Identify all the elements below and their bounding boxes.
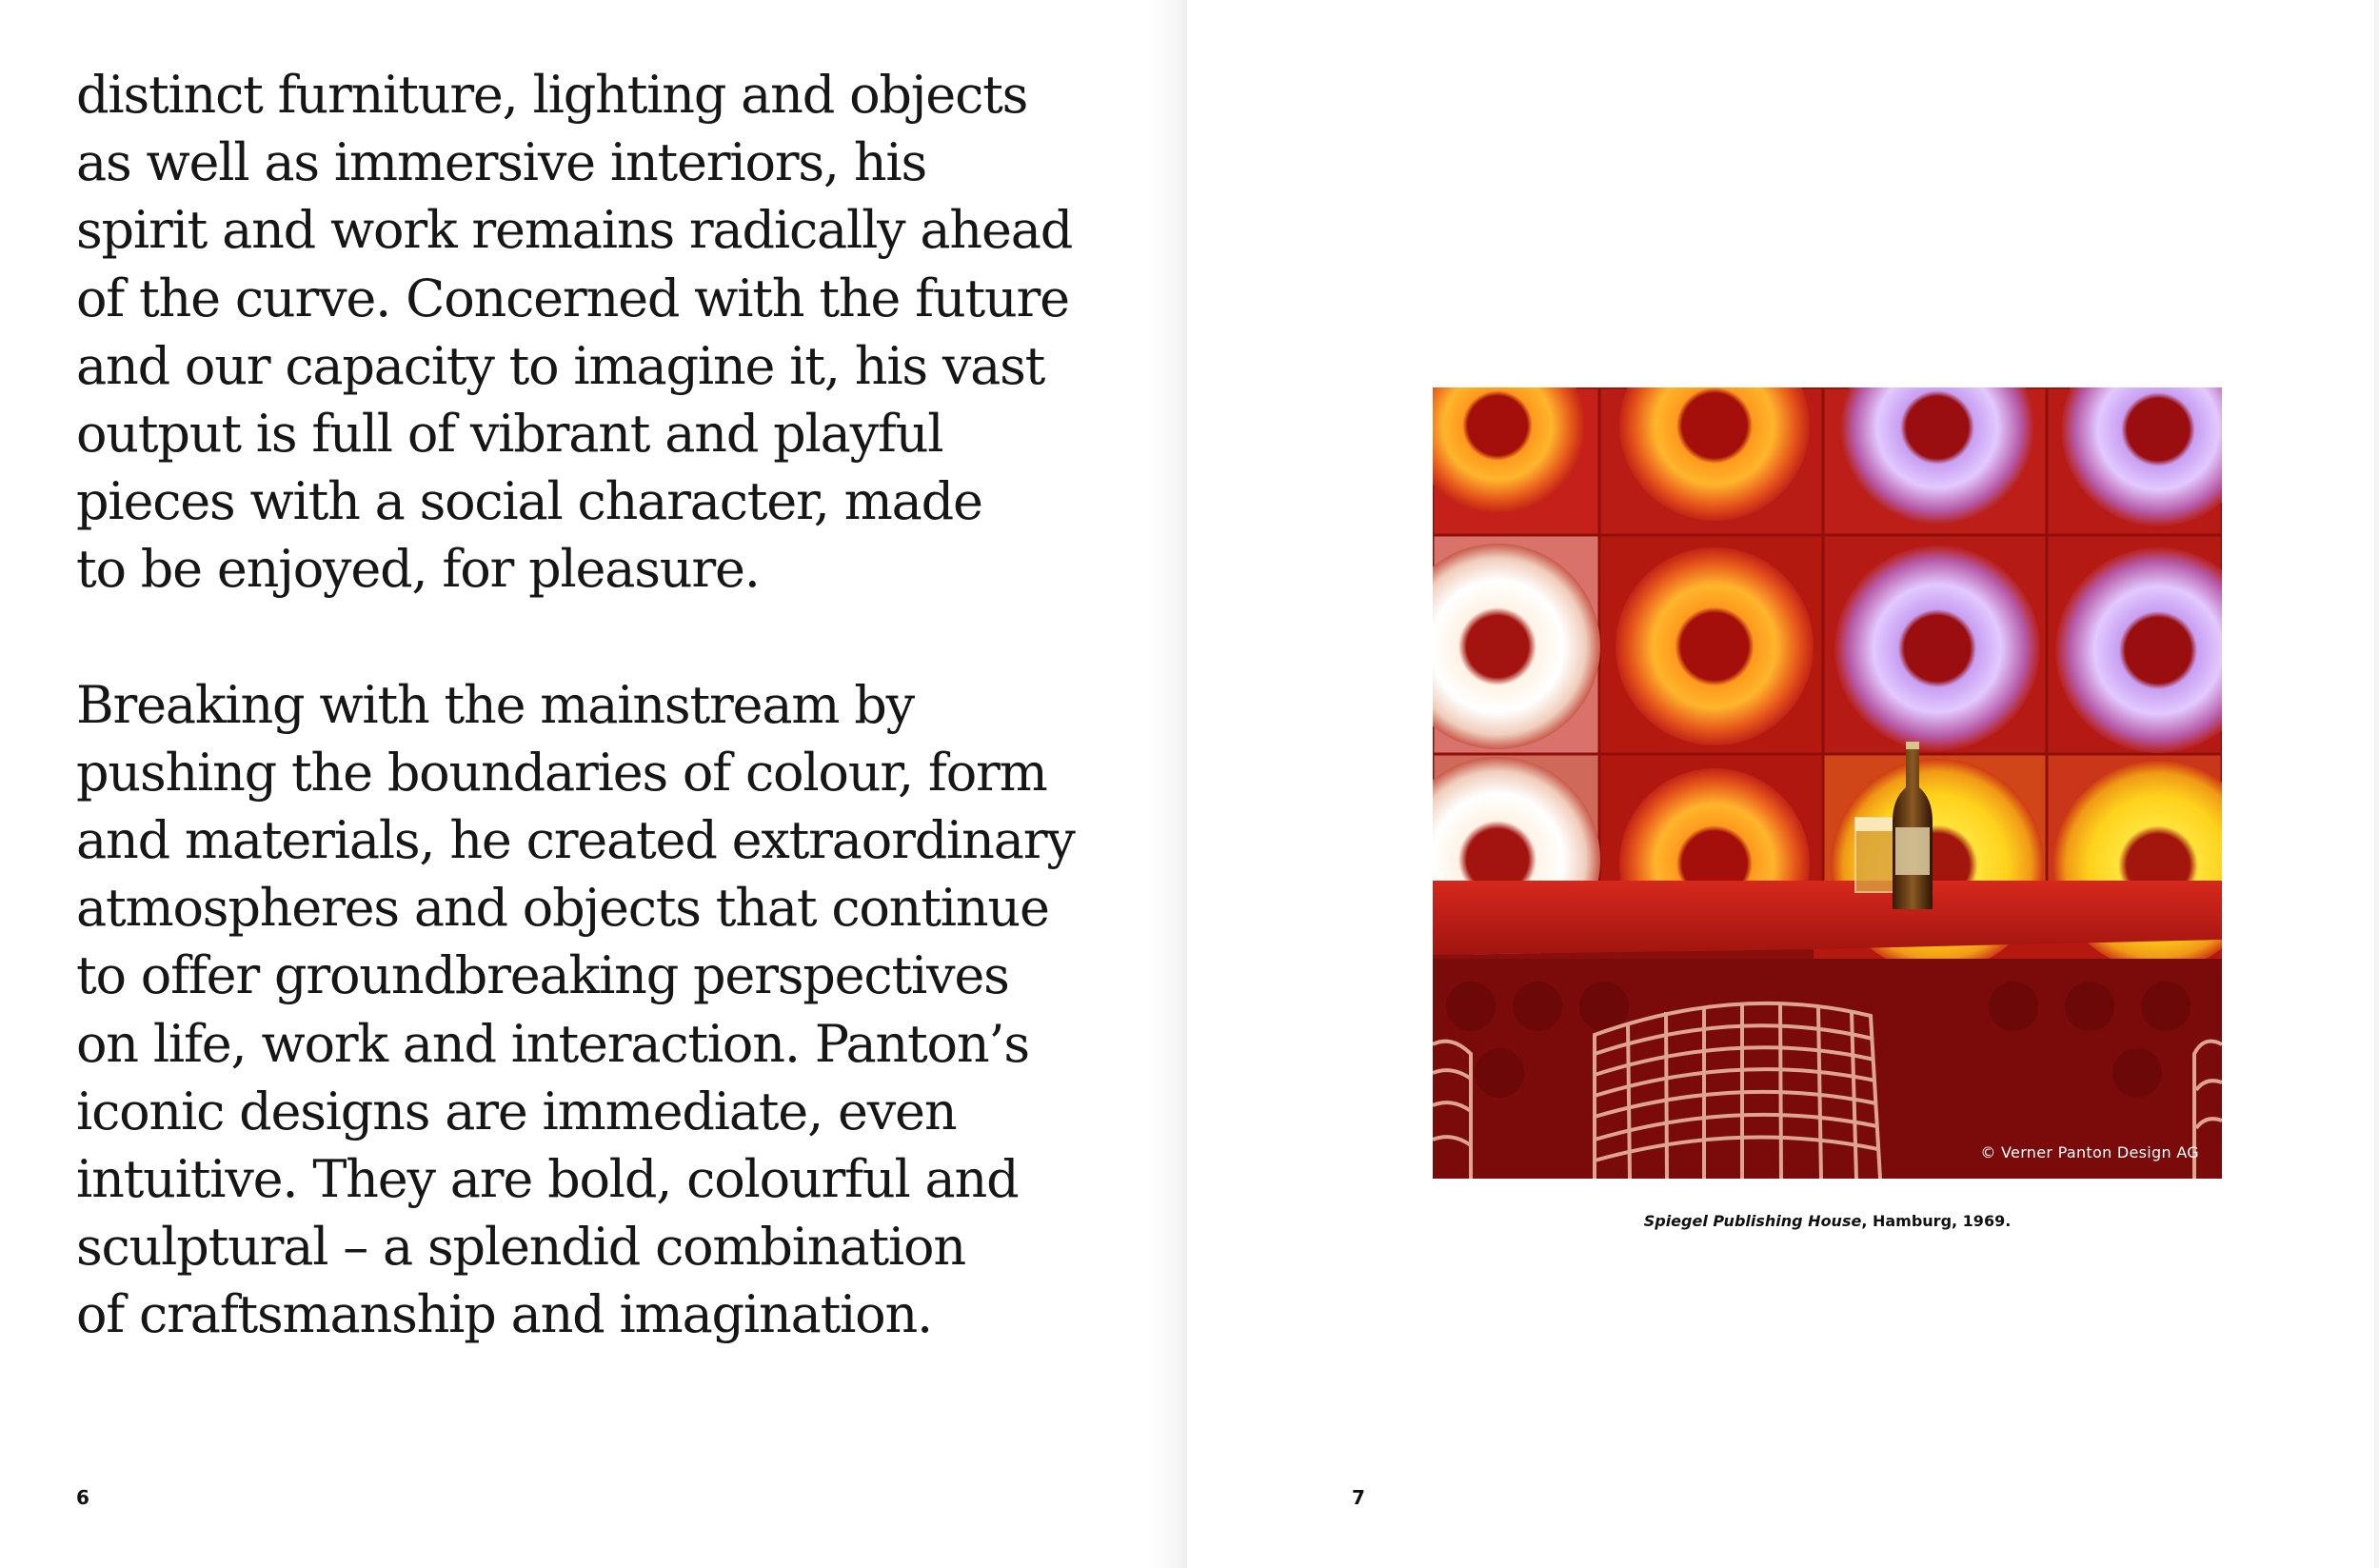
- right-page: [1187, 0, 2379, 1568]
- text-line: Breaking with the mainstream by: [76, 674, 914, 735]
- text-line: iconic designs are immediate, even: [76, 1081, 957, 1141]
- text-line: intuitive. They are bold, colourful and: [76, 1149, 1019, 1210]
- page-number-left: 6: [76, 1486, 89, 1509]
- text-line: spirit and work remains radically ahead: [76, 200, 1073, 261]
- gutter-shadow: [1147, 0, 1187, 1568]
- text-line: of the curve. Concerned with the future: [76, 268, 1069, 328]
- text-line: sculptural – a splendid combination: [76, 1217, 965, 1278]
- text-line: and materials, he created extraordinary: [76, 810, 1075, 871]
- text-line: distinct furniture, lighting and objects: [76, 65, 1028, 125]
- photo-illustration: [1433, 387, 2222, 1179]
- page-number-right: 7: [1352, 1486, 1365, 1509]
- text-line: of craftsmanship and imagination.: [76, 1284, 932, 1345]
- text-line: on life, work and interaction. Panton’s: [76, 1013, 1029, 1074]
- caption-details: , Hamburg, 1969.: [1861, 1212, 2012, 1230]
- text-line: and our capacity to imagine it, his vast: [76, 335, 1045, 396]
- text-line: output is full of vibrant and playful: [76, 404, 943, 465]
- photo-caption: [1433, 1212, 2222, 1230]
- body-text: [76, 61, 1133, 1349]
- gutter-shadow-right: [2374, 0, 2379, 1568]
- interior-photo: [1433, 387, 2222, 1179]
- text-line: as well as immersive interiors, his: [76, 132, 927, 193]
- text-line: pushing the boundaries of colour, form: [76, 742, 1047, 803]
- text-line: to offer groundbreaking perspectives: [76, 945, 1009, 1006]
- paragraph-gap: [76, 604, 1133, 671]
- text-line: atmospheres and objects that continue: [76, 878, 1049, 939]
- text-line: to be enjoyed, for pleasure.: [76, 539, 760, 600]
- photo-credit: © Verner Panton Design AG: [1980, 1143, 2199, 1161]
- left-page: [0, 0, 1187, 1568]
- text-line: pieces with a social character, made: [76, 471, 982, 532]
- caption-title: Spiegel Publishing House: [1643, 1212, 1862, 1230]
